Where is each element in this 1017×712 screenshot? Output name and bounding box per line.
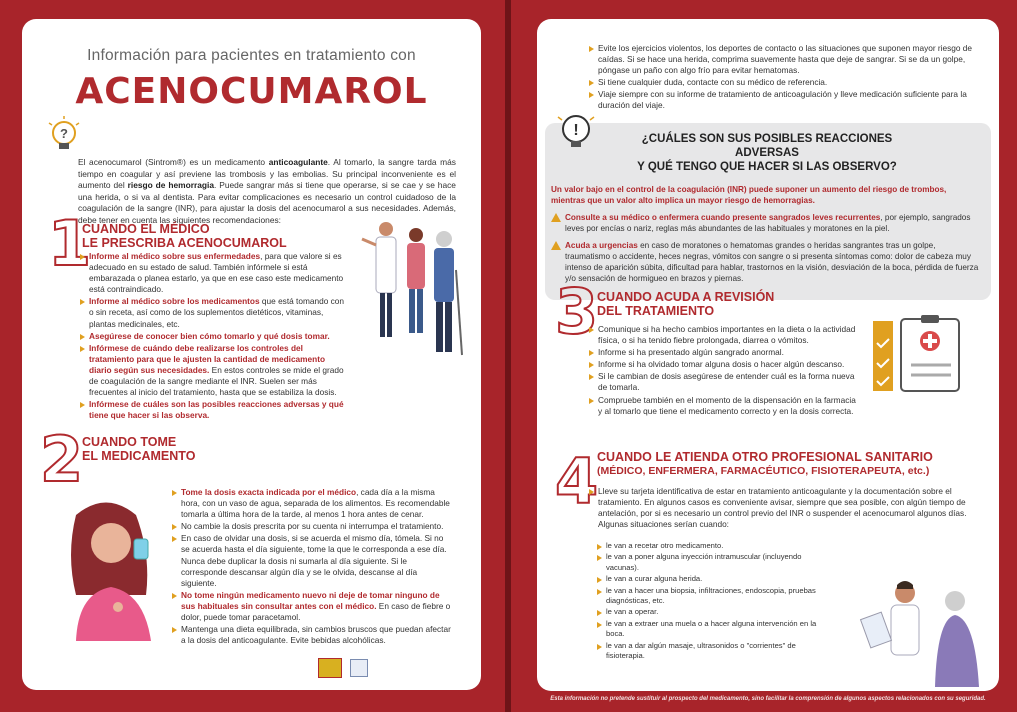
ministry-logo	[318, 658, 342, 678]
list-item-text: Informe si ha presentado algún sangrado anormal.	[598, 347, 784, 358]
list-item-highlight: Informe al médico sobre sus enfermedades	[89, 251, 261, 261]
list-item-text: , cada día a la misma hora, con un vaso de agua, separada de los alimentos. Es recomendable tomarla a última hora de la tarde, al menos 1 hora antes de cenar.	[181, 487, 450, 520]
list-item-text: le van a curar alguna herida.	[606, 574, 703, 584]
patients-doctor-illustration	[344, 215, 472, 365]
intro-text-run: El acenocumarol (Sintrom®) es un medicamento	[78, 157, 269, 167]
spain-emblem-icon	[318, 658, 342, 678]
section-3-number: 3	[555, 275, 599, 348]
section-4-intro-text: Lleve su tarjeta identificativa de estar en tratamiento anticoagulante y la documentación sobre el tratamiento. En algunos casos es conveniente avisar, siempre que sea posible, con algún tiempo de antelación, por si es necesario un control previo del INR o suspender el acenocumarol algunos días. Algunas situaciones serían cuando:	[598, 486, 967, 530]
warning-consult-text: , por ejemplo, sangrados leves por encías o nariz, reglas más abundantes de las habituales y moratones en la piel.	[565, 213, 971, 233]
list-item-text: le van a dar algún masaje, ultrasonidos o "corrientes" de fisioterapia.	[606, 640, 796, 661]
list-item	[172, 624, 454, 646]
section-1-heading-line1: CUANDO EL MÉDICO	[82, 222, 210, 236]
intro-text-run: anticoagulante	[268, 157, 328, 167]
list-item-text: Informe si ha olvidado tomar alguna dosis o hacer algún descanso.	[598, 359, 845, 370]
list-item-text: En caso de olvidar una dosis, si se acuerda el mismo día, tómela. Si no se acuerda hasta el día siguiente, tome la que le corresponda a ese día. Nunca debe duplicar la dosis ni sumarla al día siguiente. Si le corresponde descansar algún día y se le olvida, descanse al día siguiente.	[181, 533, 447, 588]
warning-emergency	[551, 240, 979, 284]
institution-logos	[318, 655, 368, 681]
lightbulb-question-icon	[44, 115, 84, 155]
section-1-number: 1	[48, 207, 92, 280]
warning-triangle-icon	[551, 241, 561, 250]
spread-divider	[505, 0, 511, 712]
alert-lightbulb-icon	[555, 109, 597, 151]
list-item	[80, 343, 348, 398]
list-item	[597, 574, 827, 584]
list-item-text: le van a operar.	[606, 607, 659, 617]
list-item	[597, 586, 827, 607]
section-1-heading-line2: LE PRESCRIBA ACENOCUMAROL	[82, 236, 287, 250]
inr-risk-highlight: Un valor bajo en el control de la coagulación (INR) puede suponer un aumento del riesgo de trombos, mientras que un valor alto implica un mayor riesgo de hemorragias.	[551, 185, 947, 205]
list-item-highlight: Tome la dosis exacta indicada por el médico	[181, 487, 357, 497]
list-item-highlight: Infórmese de cuándo debe realizarse los controles del tratamiento para que le ajusten la cantidad de medicamento diario según sus necesidades.	[89, 342, 326, 375]
list-item	[172, 487, 454, 520]
section-2-heading-line2: EL MEDICAMENTO	[82, 449, 196, 463]
list-item	[172, 521, 454, 532]
list-item	[597, 619, 827, 640]
section-2-heading	[82, 435, 195, 463]
list-item-highlight: No tome ningún medicamento nuevo ni deje de tomar ninguno de sus habituales sin consultar antes con el médico.	[181, 589, 440, 611]
list-item-text: En caso de fiebre o dolor, puede tomar paracetamol.	[181, 600, 451, 623]
list-item-text: Compruebe también en el momento de la dispensación en la farmacia y al tomarlo que tiene el medicamento correcto y en la dosis correcta.	[598, 394, 856, 416]
section-4-intro	[589, 486, 971, 531]
warning-consult	[551, 212, 979, 234]
list-item	[80, 331, 348, 342]
list-item-highlight: Asegúrese de conocer bien cómo tomarlo y qué dosis tomar.	[89, 330, 330, 341]
warning-triangle-icon	[551, 213, 561, 222]
section-2-list	[172, 487, 454, 647]
warning-emergency-text: en caso de moratones o hematomas grandes o heridas sangrantes tras un golpe, traumatismo o accidente, heces negras, vómitos con sangre o si presenta síntomas como: dolor de cabeza muy intenso de aparición súbita, dificultad para hablar, trastornos en la visión, desviación de la boca, pérdida de fuerza y/o sensación de hormigueo en brazos y piernas.	[565, 241, 979, 283]
adverse-reactions-heading	[617, 132, 917, 174]
svg-text:!: !	[573, 122, 579, 139]
list-item	[589, 359, 857, 370]
list-item-text: Comunique si ha hecho cambios importantes en la dieta o la actividad física, o si ha tenido fiebre prolongada, diarrea o vómitos.	[598, 324, 856, 346]
list-item-text: le van a hacer una biopsia, infiltraciones, endoscopia, pruebas diagnósticas, etc.	[606, 585, 816, 606]
clipboard-checklist-icon	[867, 315, 967, 395]
aemps-logo-icon	[350, 659, 368, 677]
page-title: ACENOCUMAROL	[75, 71, 428, 112]
section-4-heading: CUANDO LE ATIENDA OTRO PROFESIONAL SANITARIO	[597, 450, 933, 464]
intro-text-run: . Puede sangrar más si tiene que operarse, si se cae y se hace una herida, o si va al dentista. Para evitar complicaciones es necesario un control cuidadoso de la coagulación de la sangre (INR), para ajustar la dosis del acenocumarol a sus necesidades. Además, debe tener en cuenta las siguientes recomendaciones:	[78, 180, 456, 225]
right-page	[537, 19, 999, 691]
list-item	[597, 541, 827, 551]
inr-risk-text	[551, 184, 971, 206]
list-item	[589, 395, 857, 417]
list-item	[80, 251, 348, 295]
list-item	[589, 77, 973, 88]
doctor-patient-illustration	[847, 575, 987, 687]
section-2-number: 2	[40, 423, 84, 496]
list-item-text: le van a recetar otro medicamento.	[606, 541, 724, 550]
list-item	[597, 552, 827, 573]
top-recommendations-list	[589, 43, 973, 113]
list-item-text: No cambie la dosis prescrita por su cuenta ni interrumpa el tratamiento.	[181, 521, 444, 532]
list-item-text: Viaje siempre con su informe de tratamiento de anticoagulación y lleve medicación suficiente para la duración del viaje.	[598, 89, 967, 111]
section-1-heading	[82, 222, 287, 250]
warning-emergency-highlight: Acuda a urgencias	[565, 241, 638, 250]
list-item-highlight: Informe al médico sobre los medicamentos	[89, 296, 260, 307]
section-4-number: 4	[555, 445, 599, 518]
list-item	[80, 296, 348, 329]
section-1-list	[80, 251, 348, 422]
intro-text-run: riesgo de hemorragia	[127, 180, 214, 191]
list-item-text: En estos controles se mide el grado de coagulación de la sangre mediante el INR. Suelen ser más frecuentes al inicio del tratamiento, hasta que se estabiliza la dosis.	[89, 364, 344, 398]
section-3-list	[589, 324, 857, 418]
list-item	[589, 43, 973, 76]
agency-logo	[350, 659, 368, 677]
list-item	[597, 641, 827, 662]
intro-text-run: . Al tomarlo, la sangre tarda más tiempo en coagular y así previene las trombosis y las embolias. Su principal inconveniente es el aumento del	[78, 157, 456, 191]
list-item-highlight: Infórmese de cuáles son las posibles reacciones adversas y qué tiene que hacer si las observa.	[89, 399, 344, 421]
list-item	[80, 399, 348, 421]
section-3-heading-line2: DEL TRATAMIENTO	[597, 304, 715, 318]
left-page	[22, 19, 481, 690]
section-3-heading-line1: CUANDO ACUDA A REVISIÓN	[597, 290, 775, 304]
list-item	[589, 486, 971, 530]
list-item-text: Evite los ejercicios violentos, los deportes de contacto o las situaciones que suponen mayor riesgo de caídas. Si se hace una herida, comprima suavemente hasta que deje de sangrar. Si se da un golpe, póngase un paño con algo frío para evitar hematomas.	[598, 43, 973, 76]
section-3-heading	[597, 290, 774, 318]
list-item-text: le van a extraer una muela o a hacer alguna intervención en la boca.	[606, 618, 817, 639]
list-item	[589, 324, 857, 346]
section-4-subheading: (MÉDICO, ENFERMERA, FARMACÉUTICO, FISIOTERAPEUTA, etc.)	[597, 465, 930, 477]
list-item-text: le van a poner alguna inyección intramuscular (incluyendo vacunas).	[606, 552, 802, 572]
page-subtitle: Información para pacientes en tratamiento con	[87, 47, 416, 64]
list-item	[589, 347, 857, 358]
section-2-heading-line1: CUANDO TOME	[82, 435, 177, 449]
list-item-text: , para que valore si es adecuado en su estado de salud. También infórmele si está embarazada o planea estarlo, ya que en ese caso este medicamento está contraindicado.	[89, 251, 344, 295]
svg-text:?: ?	[60, 126, 68, 141]
warning-consult-highlight: Consulte a su médico o enfermera cuando presente sangrados leves recurrentes	[565, 213, 881, 222]
list-item-text: que está tomando con o sin receta, así como de los suplementos dietéticos, vitaminas, plantas medicinales, etc.	[89, 296, 345, 329]
footer-disclaimer: Esta información no pretende sustituir al prospecto del medicamento, sino facilitar la comprensión de algunos aspectos relacionados con su seguridad.	[550, 696, 986, 702]
list-item	[172, 533, 454, 588]
list-item	[589, 89, 973, 111]
list-item	[589, 371, 857, 393]
woman-taking-pill-illustration	[56, 495, 176, 641]
list-item-text: Si tiene cualquier duda, contacte con su médico de referencia.	[598, 77, 828, 88]
list-item-text: Si le cambian de dosis asegúrese de entender cuál es la forma nueva de tomarla.	[598, 371, 855, 393]
question-line1: ¿CUÁLES SON SUS POSIBLES REACCIONES ADVERSAS	[641, 133, 893, 159]
section-4-list	[597, 541, 827, 662]
list-item-text: Mantenga una dieta equilibrada, sin cambios bruscos que puedan afectar a la dosis del anticoagulante. Evite bebidas alcohólicas.	[181, 624, 451, 646]
question-line2: Y QUÉ TENGO QUE HACER SI LAS OBSERVO?	[637, 161, 897, 173]
list-item	[172, 590, 454, 623]
list-item	[597, 607, 827, 617]
